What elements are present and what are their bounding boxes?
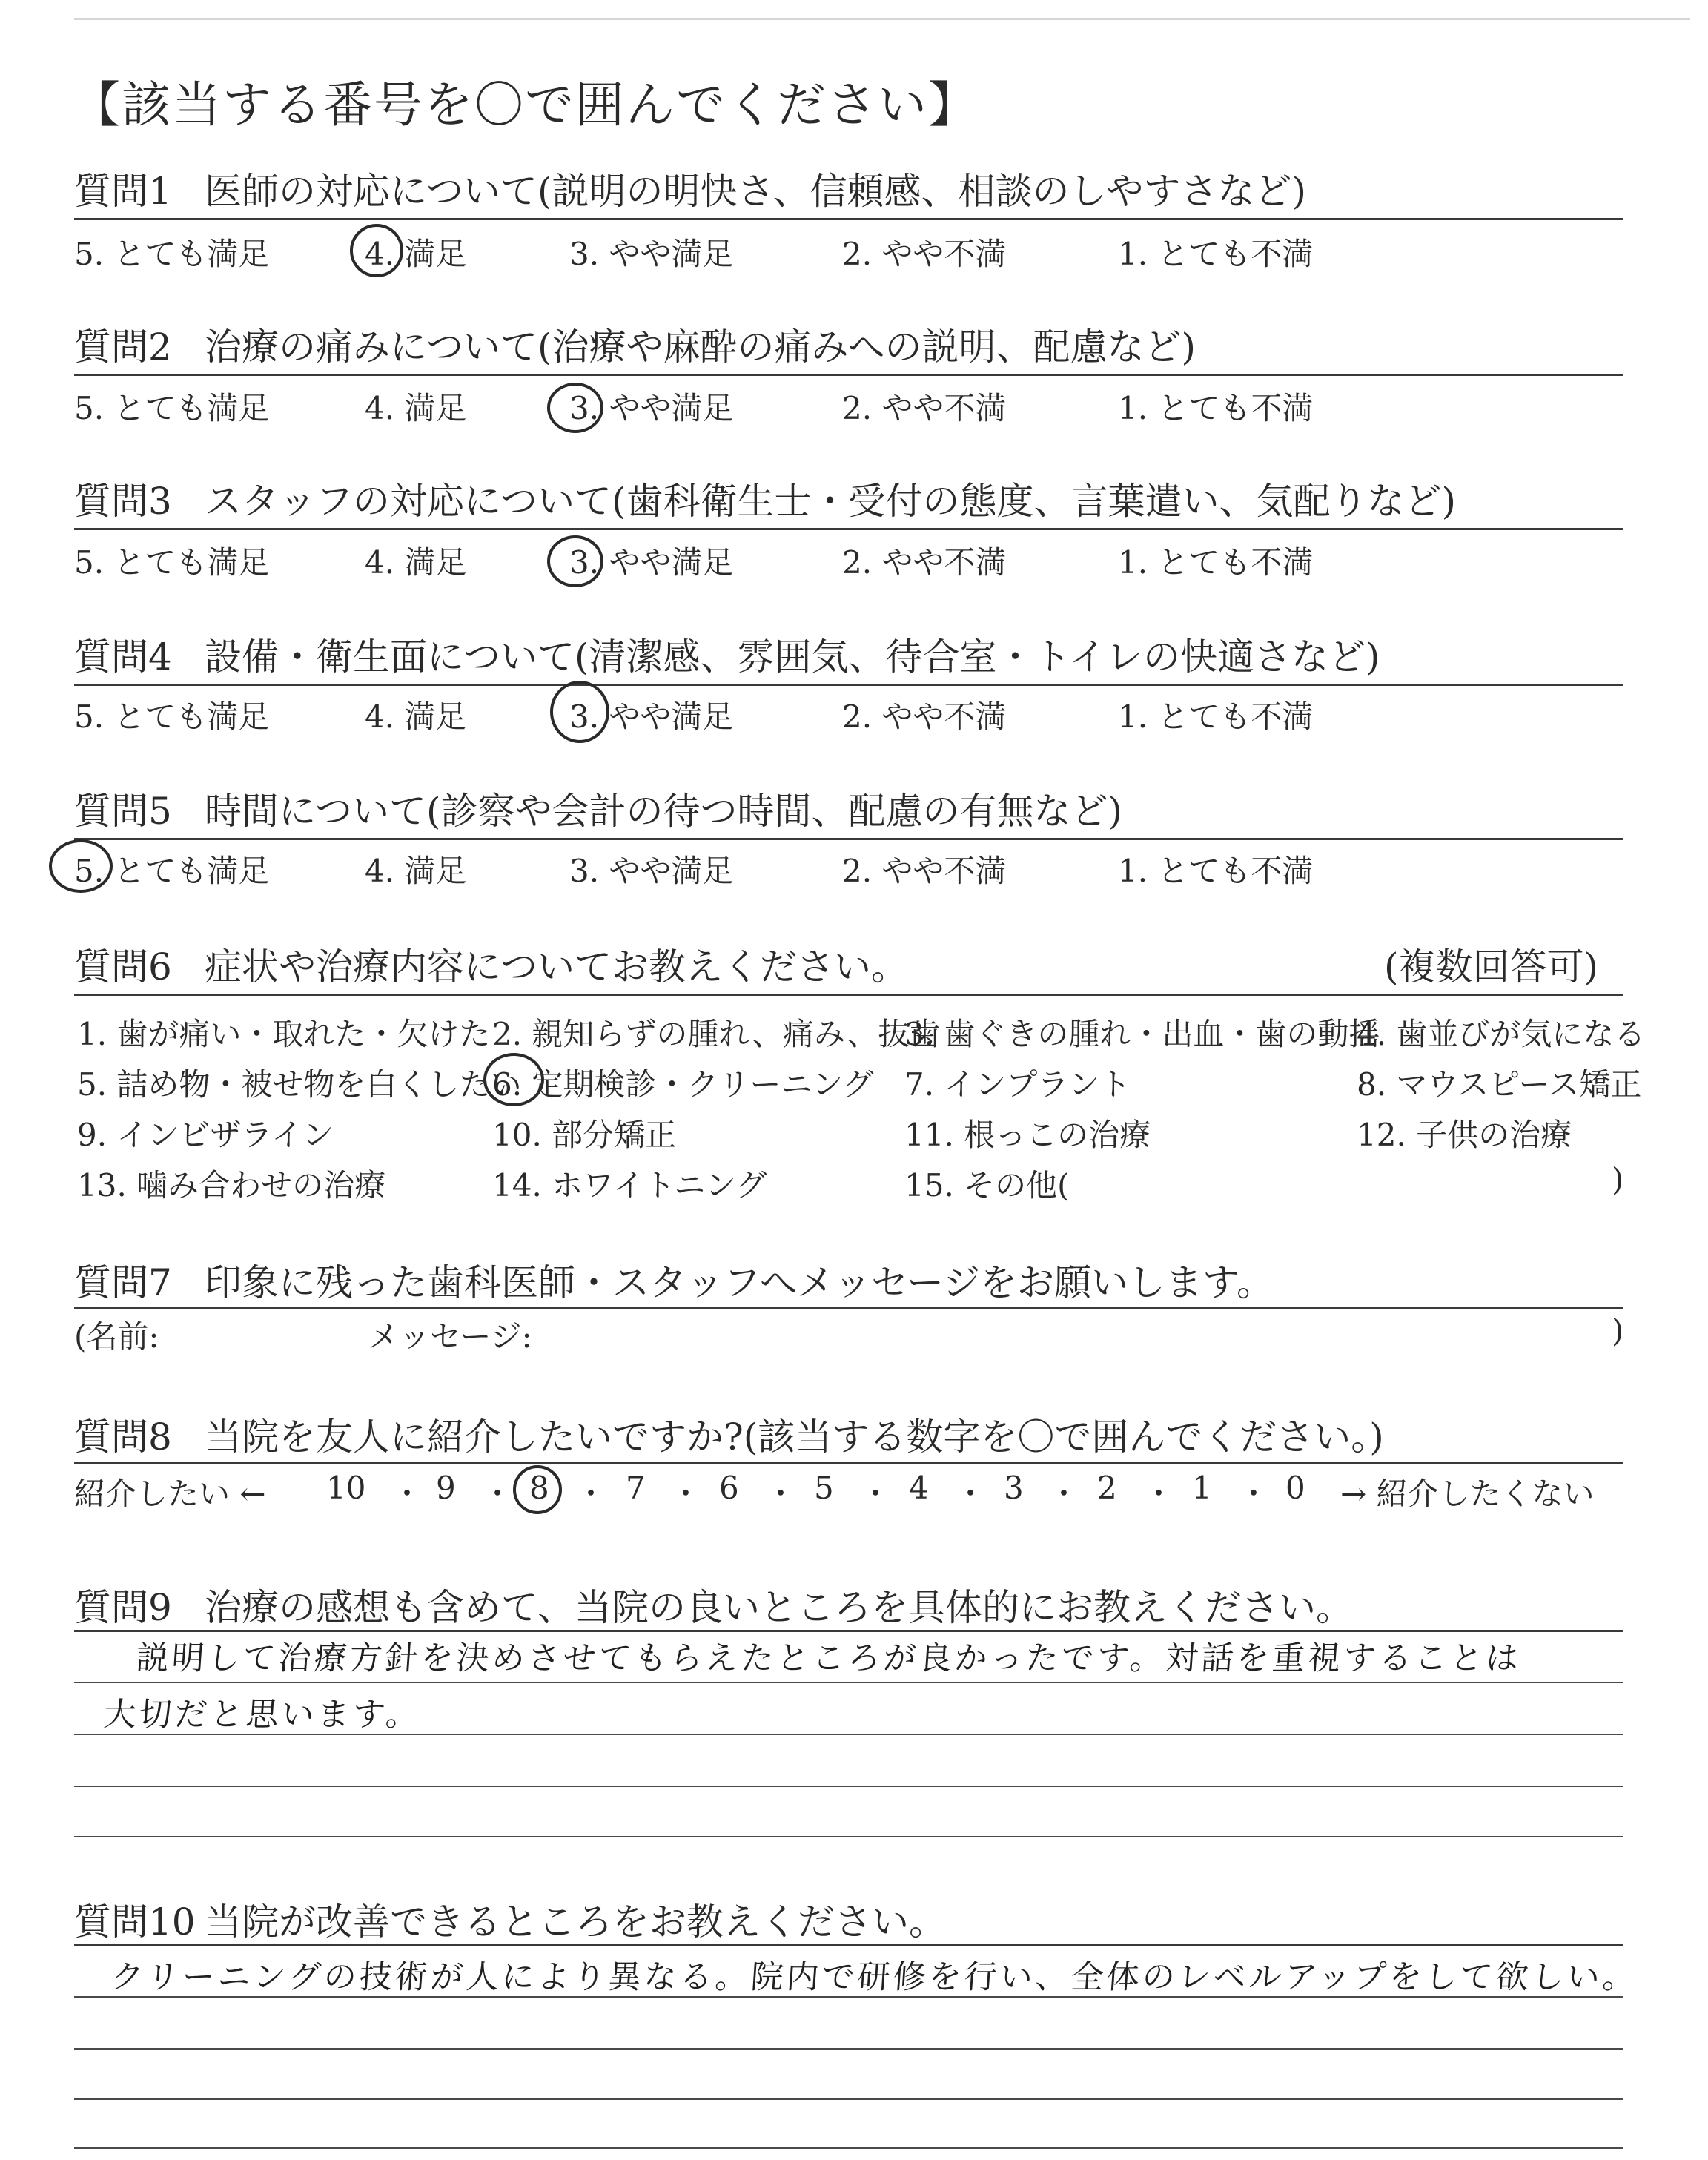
q8-scale-8[interactable]: 8 <box>529 1470 549 1506</box>
q8-scale-3[interactable]: 3 <box>1004 1470 1024 1506</box>
q8-sep-1: ・ <box>391 1476 423 1512</box>
q8-scale-5[interactable]: 5 <box>814 1470 834 1506</box>
question-8-number: 質問8 <box>74 1416 172 1459</box>
question-10-text: 当院が改善できるところをお教えください。 <box>205 1900 946 1943</box>
q10-answer-line-1: クリーニングの技術が人により異なる。院内で研修を行い、全体のレベルアップをして欲しい。 <box>109 1958 1640 1996</box>
q6-option-5[interactable]: 5. 詰め物・被せ物を白くしたい <box>77 1066 522 1103</box>
q4-option-5[interactable]: 5. とても満足 <box>74 698 270 735</box>
q7-name-label: (名前: <box>74 1318 159 1355</box>
q8-scale-2[interactable]: 2 <box>1097 1470 1117 1506</box>
question-3-text: スタッフの対応について(歯科衛生士・受付の態度、言葉遣い、気配りなど) <box>205 480 1457 523</box>
q1-option-5[interactable]: 5. とても満足 <box>74 236 270 272</box>
q2-option-3[interactable]: 3. やや満足 <box>569 390 734 426</box>
q8-sep-10: ・ <box>1238 1476 1270 1512</box>
question-7-rule <box>74 1307 1623 1309</box>
question-6-number: 質問6 <box>74 945 172 988</box>
question-6-title <box>74 937 908 991</box>
q6-option-14[interactable]: 14. ホワイトニング <box>492 1167 767 1203</box>
q10-line-4 <box>74 2098 1623 2100</box>
q3-option-5[interactable]: 5. とても満足 <box>74 544 270 581</box>
q8-scale-1[interactable]: 1 <box>1192 1470 1212 1506</box>
q8-selection-circle <box>513 1465 562 1514</box>
question-9-title <box>74 1578 1353 1631</box>
q5-option-3[interactable]: 3. やや満足 <box>569 853 734 889</box>
page-title: 【該当する番号を〇で囲んでください】 <box>71 76 979 133</box>
q6-option-15[interactable]: 15. その他( <box>904 1167 1070 1203</box>
q5-option-1[interactable]: 1. とても不満 <box>1118 853 1314 889</box>
question-3-number: 質問3 <box>74 480 172 523</box>
q4-option-3[interactable]: 3. やや満足 <box>569 698 734 735</box>
q7-close: ) <box>1612 1312 1624 1349</box>
top-border <box>74 18 1690 20</box>
q9-line-5 <box>74 1836 1623 1837</box>
q7-message-label: メッセージ: <box>368 1318 532 1355</box>
q1-option-4[interactable]: 4. 満足 <box>365 236 467 272</box>
q6-option-1[interactable]: 1. 歯が痛い・取れた・欠けた <box>77 1016 491 1052</box>
q9-line-2 <box>74 1682 1623 1683</box>
q6-option-7[interactable]: 7. インプラント <box>904 1066 1131 1103</box>
q1-option-3[interactable]: 3. やや満足 <box>569 236 734 272</box>
q9-answer-line-2: 大切だと思います。 <box>102 1696 423 1734</box>
question-5-rule <box>74 838 1623 840</box>
question-4-rule <box>74 684 1623 686</box>
q4-selection-circle <box>550 681 609 743</box>
q6-selection-circle <box>483 1053 544 1106</box>
q8-scale-7[interactable]: 7 <box>626 1470 646 1506</box>
q3-option-3[interactable]: 3. やや満足 <box>569 544 734 581</box>
question-3-rule <box>74 528 1623 530</box>
question-2-rule <box>74 374 1623 376</box>
question-5-number: 質問5 <box>74 790 172 833</box>
q6-option-11[interactable]: 11. 根っこの治療 <box>904 1117 1151 1153</box>
question-8-title <box>74 1407 1384 1461</box>
q9-answer-line-1: 説明して治療方針を決めさせてもらえたところが良かったです。対話を重視することは <box>134 1639 1523 1677</box>
q6-option-6[interactable]: 6. 定期検診・クリーニング <box>492 1066 874 1103</box>
q3-option-4[interactable]: 4. 満足 <box>365 544 467 581</box>
q4-option-4[interactable]: 4. 満足 <box>365 698 467 735</box>
question-6-note: (複数回答可) <box>1383 945 1598 988</box>
q9-line-4 <box>74 1786 1623 1787</box>
q2-selection-circle <box>547 383 603 433</box>
q6-option-13[interactable]: 13. 噛み合わせの治療 <box>77 1167 386 1203</box>
q8-sep-8: ・ <box>1048 1476 1080 1512</box>
question-10-number: 質問10 <box>74 1900 196 1943</box>
q5-option-4[interactable]: 4. 満足 <box>365 853 467 889</box>
q6-option-10[interactable]: 10. 部分矯正 <box>492 1117 677 1153</box>
q1-option-1[interactable]: 1. とても不満 <box>1118 236 1314 272</box>
question-4-number: 質問4 <box>74 635 172 678</box>
question-3-title <box>74 472 1456 525</box>
question-2-number: 質問2 <box>74 326 172 369</box>
question-4-text: 設備・衛生面について(清潔感、雰囲気、待合室・トイレの快適さなど) <box>205 635 1380 678</box>
question-8-rule <box>74 1462 1623 1464</box>
q6-option-8[interactable]: 8. マウスピース矯正 <box>1357 1066 1642 1103</box>
q3-selection-circle <box>547 535 603 587</box>
question-5-text: 時間について(診察や会計の待つ時間、配慮の有無など) <box>205 790 1123 833</box>
q4-option-1[interactable]: 1. とても不満 <box>1118 698 1314 735</box>
q6-option-2[interactable]: 2. 親知らずの腫れ、痛み、抜歯 <box>492 1016 941 1052</box>
question-9-number: 質問9 <box>74 1586 172 1629</box>
q2-option-2[interactable]: 2. やや不満 <box>842 390 1007 426</box>
question-1-text: 医師の対応について(説明の明快さ、信頼感、相談のしやすさなど) <box>205 170 1307 213</box>
q8-sep-6: ・ <box>860 1476 892 1512</box>
q8-left-label: 紹介したい ← <box>74 1476 266 1512</box>
question-5-title <box>74 782 1122 835</box>
q8-scale-10[interactable]: 10 <box>326 1470 366 1506</box>
question-7-text: 印象に残った歯科医師・スタッフへメッセージをお願いします。 <box>205 1261 1274 1304</box>
q5-selection-circle <box>49 839 113 893</box>
q6-other-close: ) <box>1612 1161 1624 1198</box>
q8-right-label: → 紹介したくない <box>1340 1476 1595 1512</box>
q2-option-5[interactable]: 5. とても満足 <box>74 390 270 426</box>
q10-line-5 <box>74 2147 1623 2149</box>
q8-sep-4: ・ <box>670 1476 702 1512</box>
q8-scale-0[interactable]: 0 <box>1285 1470 1305 1506</box>
question-7-title <box>74 1253 1274 1307</box>
q8-sep-5: ・ <box>765 1476 797 1512</box>
q5-option-2[interactable]: 2. やや不満 <box>842 853 1007 889</box>
q10-line-3 <box>74 2048 1623 2050</box>
question-2-text: 治療の痛みについて(治療や麻酔の痛みへの説明、配慮など) <box>205 326 1196 369</box>
q8-sep-9: ・ <box>1143 1476 1175 1512</box>
q8-sep-2: ・ <box>482 1476 514 1512</box>
q1-option-2[interactable]: 2. やや不満 <box>842 236 1007 272</box>
q3-option-1[interactable]: 1. とても不満 <box>1118 544 1314 581</box>
q1-selection-circle <box>350 224 403 277</box>
question-1-title <box>74 162 1306 215</box>
q6-option-4[interactable]: 4. 歯並びが気になる <box>1357 1016 1646 1052</box>
question-7-number: 質問7 <box>74 1261 172 1304</box>
q6-option-12[interactable]: 12. 子供の治療 <box>1357 1117 1572 1153</box>
q8-sep-3: ・ <box>575 1476 607 1512</box>
q4-option-2[interactable]: 2. やや不満 <box>842 698 1007 735</box>
question-6-rule <box>74 994 1623 996</box>
q8-sep-7: ・ <box>955 1476 987 1512</box>
question-9-text: 治療の感想も含めて、当院の良いところを具体的にお教えください。 <box>205 1586 1353 1629</box>
question-2-title <box>74 317 1196 371</box>
question-8-text: 当院を友人に紹介したいですか?(該当する数字を〇で囲んでください。) <box>205 1416 1384 1459</box>
question-10-title <box>74 1892 946 1946</box>
q8-scale-4[interactable]: 4 <box>909 1470 929 1506</box>
q5-option-5[interactable]: 5. とても満足 <box>74 853 270 889</box>
q3-option-2[interactable]: 2. やや不満 <box>842 544 1007 581</box>
q8-scale-9[interactable]: 9 <box>436 1470 456 1506</box>
question-4-title <box>74 627 1380 681</box>
q2-option-4[interactable]: 4. 満足 <box>365 390 467 426</box>
question-6-text: 症状や治療内容についてお教えください。 <box>205 945 908 988</box>
question-1-number: 質問1 <box>74 170 172 213</box>
q6-option-9[interactable]: 9. インビザライン <box>77 1117 334 1153</box>
question-10-rule <box>74 1944 1623 1946</box>
question-1-rule <box>74 218 1623 220</box>
q6-option-3[interactable]: 3. 歯ぐきの腫れ・出血・歯の動揺 <box>904 1016 1380 1052</box>
q8-scale-6[interactable]: 6 <box>719 1470 739 1506</box>
q2-option-1[interactable]: 1. とても不満 <box>1118 390 1314 426</box>
